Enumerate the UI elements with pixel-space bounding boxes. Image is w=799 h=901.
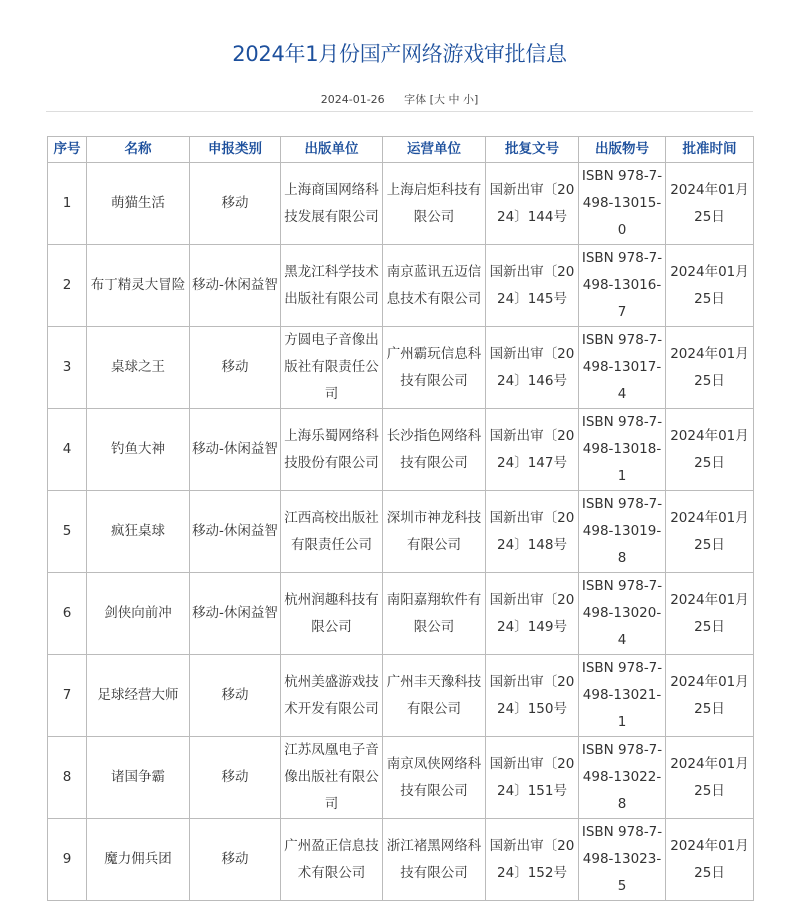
cell-category: 移动-休闲益智	[190, 573, 281, 655]
cell-publisher: 江西高校出版社有限责任公司	[281, 491, 383, 573]
table-row	[48, 245, 754, 327]
cell-approval-date: 2024年01月25日	[666, 327, 754, 409]
cell-category: 移动	[190, 327, 281, 409]
cell-operator: 长沙指色网络科技有限公司	[383, 409, 486, 491]
cell-approval-date: 2024年01月25日	[666, 245, 754, 327]
bracket-close: ]	[473, 93, 479, 106]
cell-index: 4	[48, 409, 87, 491]
cell-approval-date: 2024年01月25日	[666, 409, 754, 491]
cell-category: 移动	[190, 655, 281, 737]
cell-operator: 广州霸玩信息科技有限公司	[383, 327, 486, 409]
cell-operator: 南京凤侠网络科技有限公司	[383, 737, 486, 819]
cell-publisher: 杭州美盛游戏技术开发有限公司	[281, 655, 383, 737]
column-header-category: 申报类别	[190, 137, 281, 163]
cell-approval-number: 国新出审〔2024〕147号	[486, 409, 579, 491]
cell-name: 剑侠向前冲	[87, 573, 190, 655]
font-size-large-link[interactable]: 大	[433, 93, 445, 106]
table-row	[48, 491, 754, 573]
table-row	[48, 163, 754, 245]
cell-publisher: 上海乐蜀网络科技股份有限公司	[281, 409, 383, 491]
cell-isbn: ISBN 978-7-498-13017-4	[579, 327, 666, 409]
column-header-approval-date: 批准时间	[666, 137, 754, 163]
cell-approval-number: 国新出审〔2024〕152号	[486, 819, 579, 901]
cell-approval-date: 2024年01月25日	[666, 737, 754, 819]
cell-isbn: ISBN 978-7-498-13015-0	[579, 163, 666, 245]
cell-index: 5	[48, 491, 87, 573]
cell-name: 诸国争霸	[87, 737, 190, 819]
table-row	[48, 655, 754, 737]
cell-approval-date: 2024年01月25日	[666, 573, 754, 655]
cell-category: 移动-休闲益智	[190, 491, 281, 573]
cell-isbn: ISBN 978-7-498-13016-7	[579, 245, 666, 327]
font-size-small-link[interactable]: 小	[462, 93, 474, 106]
font-size-medium-link[interactable]: 中	[448, 93, 460, 106]
cell-publisher: 广州盈正信息技术有限公司	[281, 819, 383, 901]
cell-operator: 南阳嘉翔软件有限公司	[383, 573, 486, 655]
font-size-label: 字体	[404, 93, 427, 106]
cell-name: 桌球之王	[87, 327, 190, 409]
cell-index: 8	[48, 737, 87, 819]
cell-category: 移动-休闲益智	[190, 409, 281, 491]
cell-approval-date: 2024年01月25日	[666, 491, 754, 573]
cell-name: 萌猫生活	[87, 163, 190, 245]
cell-operator: 南京蓝讯五迈信息技术有限公司	[383, 245, 486, 327]
cell-approval-number: 国新出审〔2024〕148号	[486, 491, 579, 573]
cell-isbn: ISBN 978-7-498-13023-5	[579, 819, 666, 901]
cell-category: 移动	[190, 819, 281, 901]
cell-operator: 浙江褚黑网络科技有限公司	[383, 819, 486, 901]
cell-name: 钓鱼大神	[87, 409, 190, 491]
cell-approval-date: 2024年01月25日	[666, 163, 754, 245]
column-header-publisher: 出版单位	[281, 137, 383, 163]
divider	[46, 111, 753, 112]
table-row	[48, 409, 754, 491]
cell-category: 移动-休闲益智	[190, 245, 281, 327]
cell-approval-number: 国新出审〔2024〕151号	[486, 737, 579, 819]
column-header-isbn: 出版物号	[579, 137, 666, 163]
cell-index: 3	[48, 327, 87, 409]
approval-table	[47, 136, 754, 901]
column-header-operator: 运营单位	[383, 137, 486, 163]
cell-index: 2	[48, 245, 87, 327]
cell-isbn: ISBN 978-7-498-13020-4	[579, 573, 666, 655]
cell-publisher: 江苏凤凰电子音像出版社有限公司	[281, 737, 383, 819]
cell-approval-number: 国新出审〔2024〕146号	[486, 327, 579, 409]
column-header-name: 名称	[87, 137, 190, 163]
cell-approval-date: 2024年01月25日	[666, 655, 754, 737]
cell-approval-number: 国新出审〔2024〕144号	[486, 163, 579, 245]
cell-isbn: ISBN 978-7-498-13022-8	[579, 737, 666, 819]
table-row	[48, 327, 754, 409]
cell-index: 1	[48, 163, 87, 245]
cell-operator: 上海启炬科技有限公司	[383, 163, 486, 245]
column-header-approval-number: 批复文号	[486, 137, 579, 163]
cell-publisher: 方圆电子音像出版社有限责任公司	[281, 327, 383, 409]
cell-approval-number: 国新出审〔2024〕150号	[486, 655, 579, 737]
bracket-open: [	[429, 93, 434, 106]
cell-category: 移动	[190, 163, 281, 245]
cell-index: 6	[48, 573, 87, 655]
cell-name: 疯狂桌球	[87, 491, 190, 573]
publish-date: 2024-01-26	[320, 93, 385, 106]
cell-index: 7	[48, 655, 87, 737]
cell-operator: 深圳市神龙科技有限公司	[383, 491, 486, 573]
cell-publisher: 上海商国网络科技发展有限公司	[281, 163, 383, 245]
cell-name: 布丁精灵大冒险	[87, 245, 190, 327]
table-row	[48, 737, 754, 819]
cell-operator: 广州丰天豫科技有限公司	[383, 655, 486, 737]
cell-isbn: ISBN 978-7-498-13019-8	[579, 491, 666, 573]
column-header-index: 序号	[48, 137, 87, 163]
cell-publisher: 杭州润趣科技有限公司	[281, 573, 383, 655]
table-row	[48, 819, 754, 901]
cell-category: 移动	[190, 737, 281, 819]
cell-approval-number: 国新出审〔2024〕145号	[486, 245, 579, 327]
article-meta	[0, 91, 799, 107]
cell-name: 足球经营大师	[87, 655, 190, 737]
table-row	[48, 573, 754, 655]
cell-approval-number: 国新出审〔2024〕149号	[486, 573, 579, 655]
page-title: 2024年1月份国产网络游戏审批信息	[232, 42, 567, 66]
cell-isbn: ISBN 978-7-498-13018-1	[579, 409, 666, 491]
cell-approval-date: 2024年01月25日	[666, 819, 754, 901]
cell-index: 9	[48, 819, 87, 901]
table-header-row	[48, 137, 754, 163]
cell-name: 魔力佣兵团	[87, 819, 190, 901]
cell-isbn: ISBN 978-7-498-13021-1	[579, 655, 666, 737]
cell-publisher: 黑龙江科学技术出版社有限公司	[281, 245, 383, 327]
